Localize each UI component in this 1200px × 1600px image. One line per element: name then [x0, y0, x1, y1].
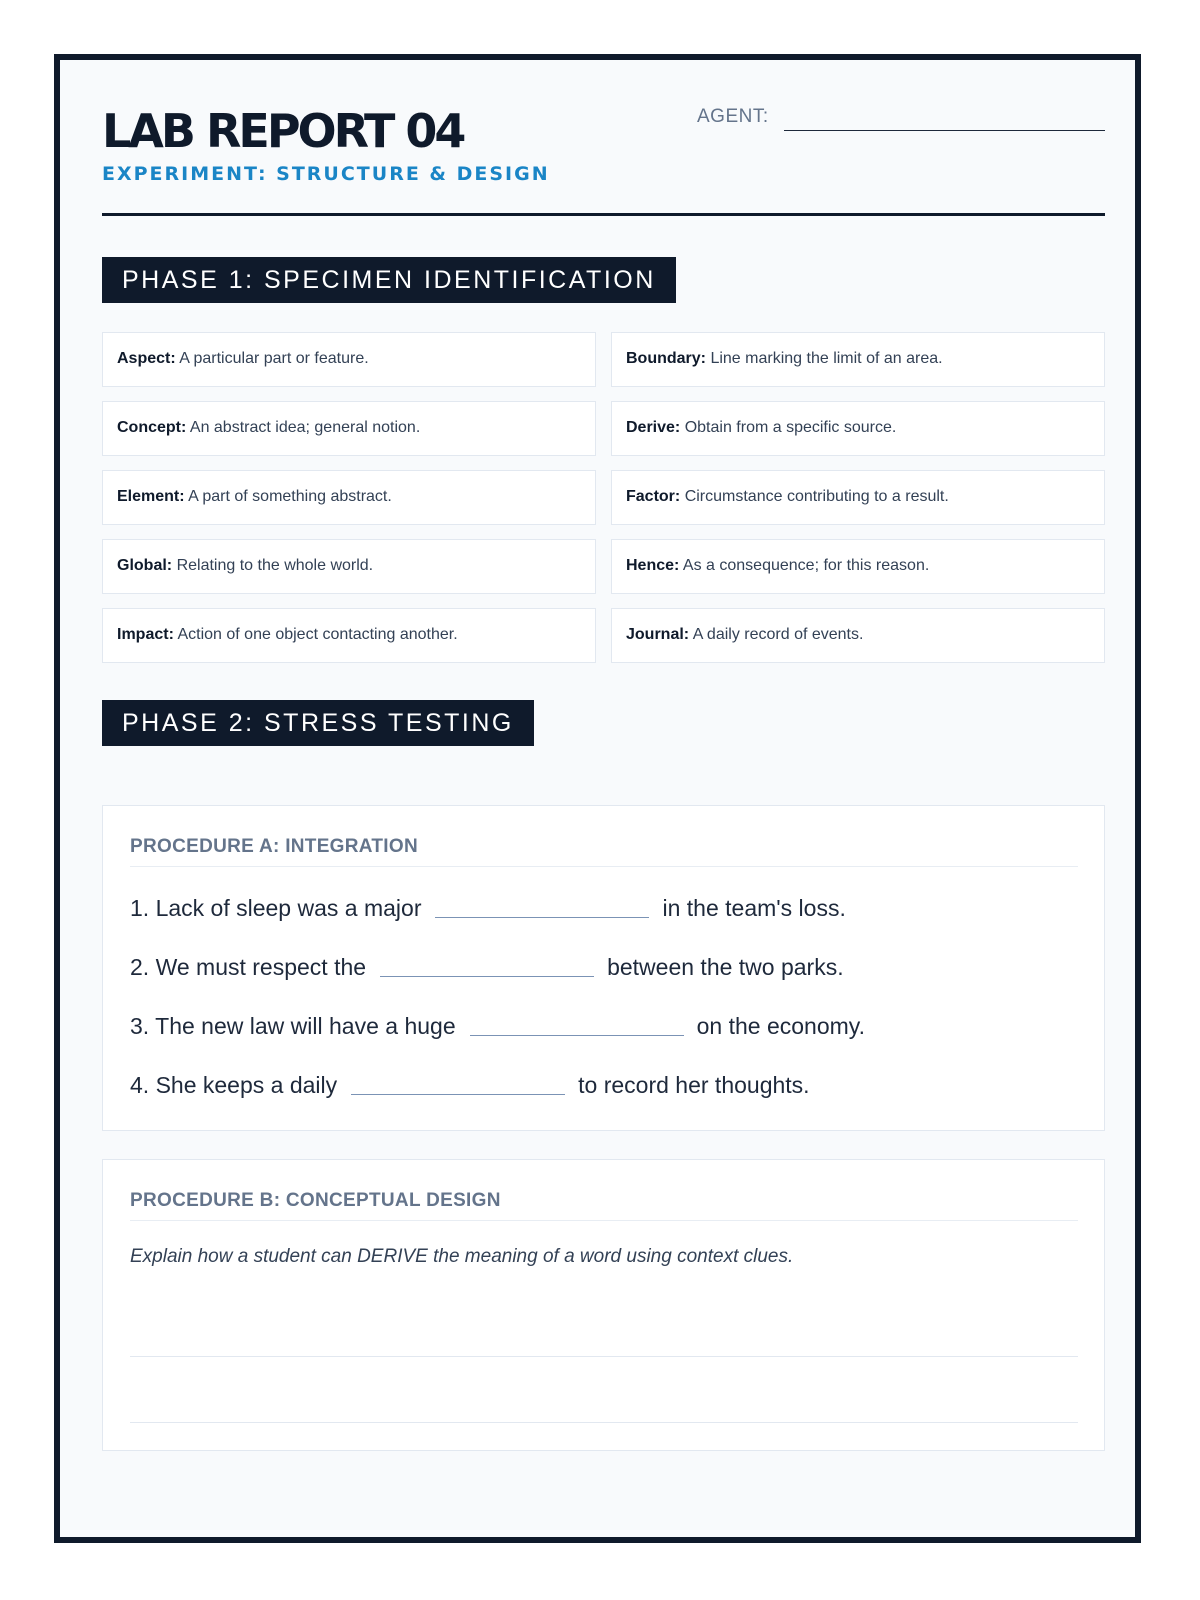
question-text-after: between the two parks. [607, 954, 844, 980]
definition-term: Derive: [626, 419, 681, 436]
question-row [130, 945, 844, 981]
definition-card [611, 470, 1105, 525]
procedure-b-title: PROCEDURE B: CONCEPTUAL DESIGN [130, 1190, 501, 1211]
definition-text: A part of something abstract. [188, 488, 392, 505]
question-text-before: 2. We must respect the [130, 954, 367, 980]
answer-writing-line[interactable] [130, 1422, 1078, 1423]
definition-card [611, 401, 1105, 456]
definition-card [102, 539, 596, 594]
page-title: LAB REPORT 04 [102, 104, 464, 158]
phase-1-banner: PHASE 1: SPECIMEN IDENTIFICATION [102, 257, 676, 303]
question-text-before: 1. Lack of sleep was a major [130, 895, 422, 921]
definitions-grid [102, 332, 1105, 663]
procedure-b-prompt: Explain how a student can DERIVE the meaning of a word using context clues. [130, 1246, 794, 1267]
procedure-a-title: PROCEDURE A: INTEGRATION [130, 836, 418, 857]
definition-text: Circumstance contributing to a result. [684, 488, 949, 505]
definition-term: Factor: [626, 488, 681, 505]
definition-text: Line marking the limit of an area. [710, 350, 943, 367]
definition-card [102, 401, 596, 456]
definition-term: Element: [117, 488, 185, 505]
definition-text: Obtain from a specific source. [684, 419, 897, 436]
definition-card [102, 608, 596, 663]
definition-term: Hence: [626, 557, 680, 574]
question-text-before: 4. She keeps a daily [130, 1072, 338, 1098]
answer-writing-line[interactable] [130, 1356, 1078, 1357]
procedure-a-box [102, 805, 1105, 1131]
definition-term: Aspect: [117, 350, 176, 367]
definition-text: Relating to the whole world. [176, 557, 374, 574]
definition-card [102, 470, 596, 525]
definition-term: Boundary: [626, 350, 706, 367]
header-divider [102, 213, 1105, 216]
procedure-b-box [102, 1159, 1105, 1451]
definition-card [611, 608, 1105, 663]
definition-term: Concept: [117, 419, 187, 436]
definition-term: Journal: [626, 626, 690, 643]
question-text-before: 3. The new law will have a huge [130, 1013, 456, 1039]
definition-card [102, 332, 596, 387]
definition-card [611, 539, 1105, 594]
procedure-b-divider [130, 1220, 1078, 1221]
definition-text: A particular part or feature. [179, 350, 369, 367]
question-text-after: on the economy. [696, 1013, 865, 1039]
page-subtitle: EXPERIMENT: STRUCTURE & DESIGN [102, 163, 550, 185]
answer-blank[interactable] [380, 976, 594, 977]
answer-blank[interactable] [470, 1035, 684, 1036]
question-row [130, 1004, 865, 1040]
definition-text: An abstract idea; general notion. [189, 419, 421, 436]
definition-text: A daily record of events. [692, 626, 864, 643]
answer-blank[interactable] [351, 1094, 565, 1095]
question-text-after: in the team's loss. [662, 895, 846, 921]
agent-label: AGENT: [697, 106, 769, 127]
lab-report-sheet [54, 54, 1141, 1543]
answer-blank[interactable] [435, 917, 649, 918]
question-row [130, 886, 846, 922]
phase-2-banner: PHASE 2: STRESS TESTING [102, 700, 534, 746]
definition-term: Impact: [117, 626, 174, 643]
definition-term: Global: [117, 557, 173, 574]
definition-text: Action of one object contacting another. [177, 626, 458, 643]
agent-input-line[interactable] [784, 130, 1105, 131]
procedure-a-divider [130, 866, 1078, 867]
definition-text: As a consequence; for this reason. [682, 557, 930, 574]
question-row [130, 1063, 810, 1099]
question-text-after: to record her thoughts. [578, 1072, 810, 1098]
definition-card [611, 332, 1105, 387]
agent-field[interactable] [697, 106, 1105, 136]
